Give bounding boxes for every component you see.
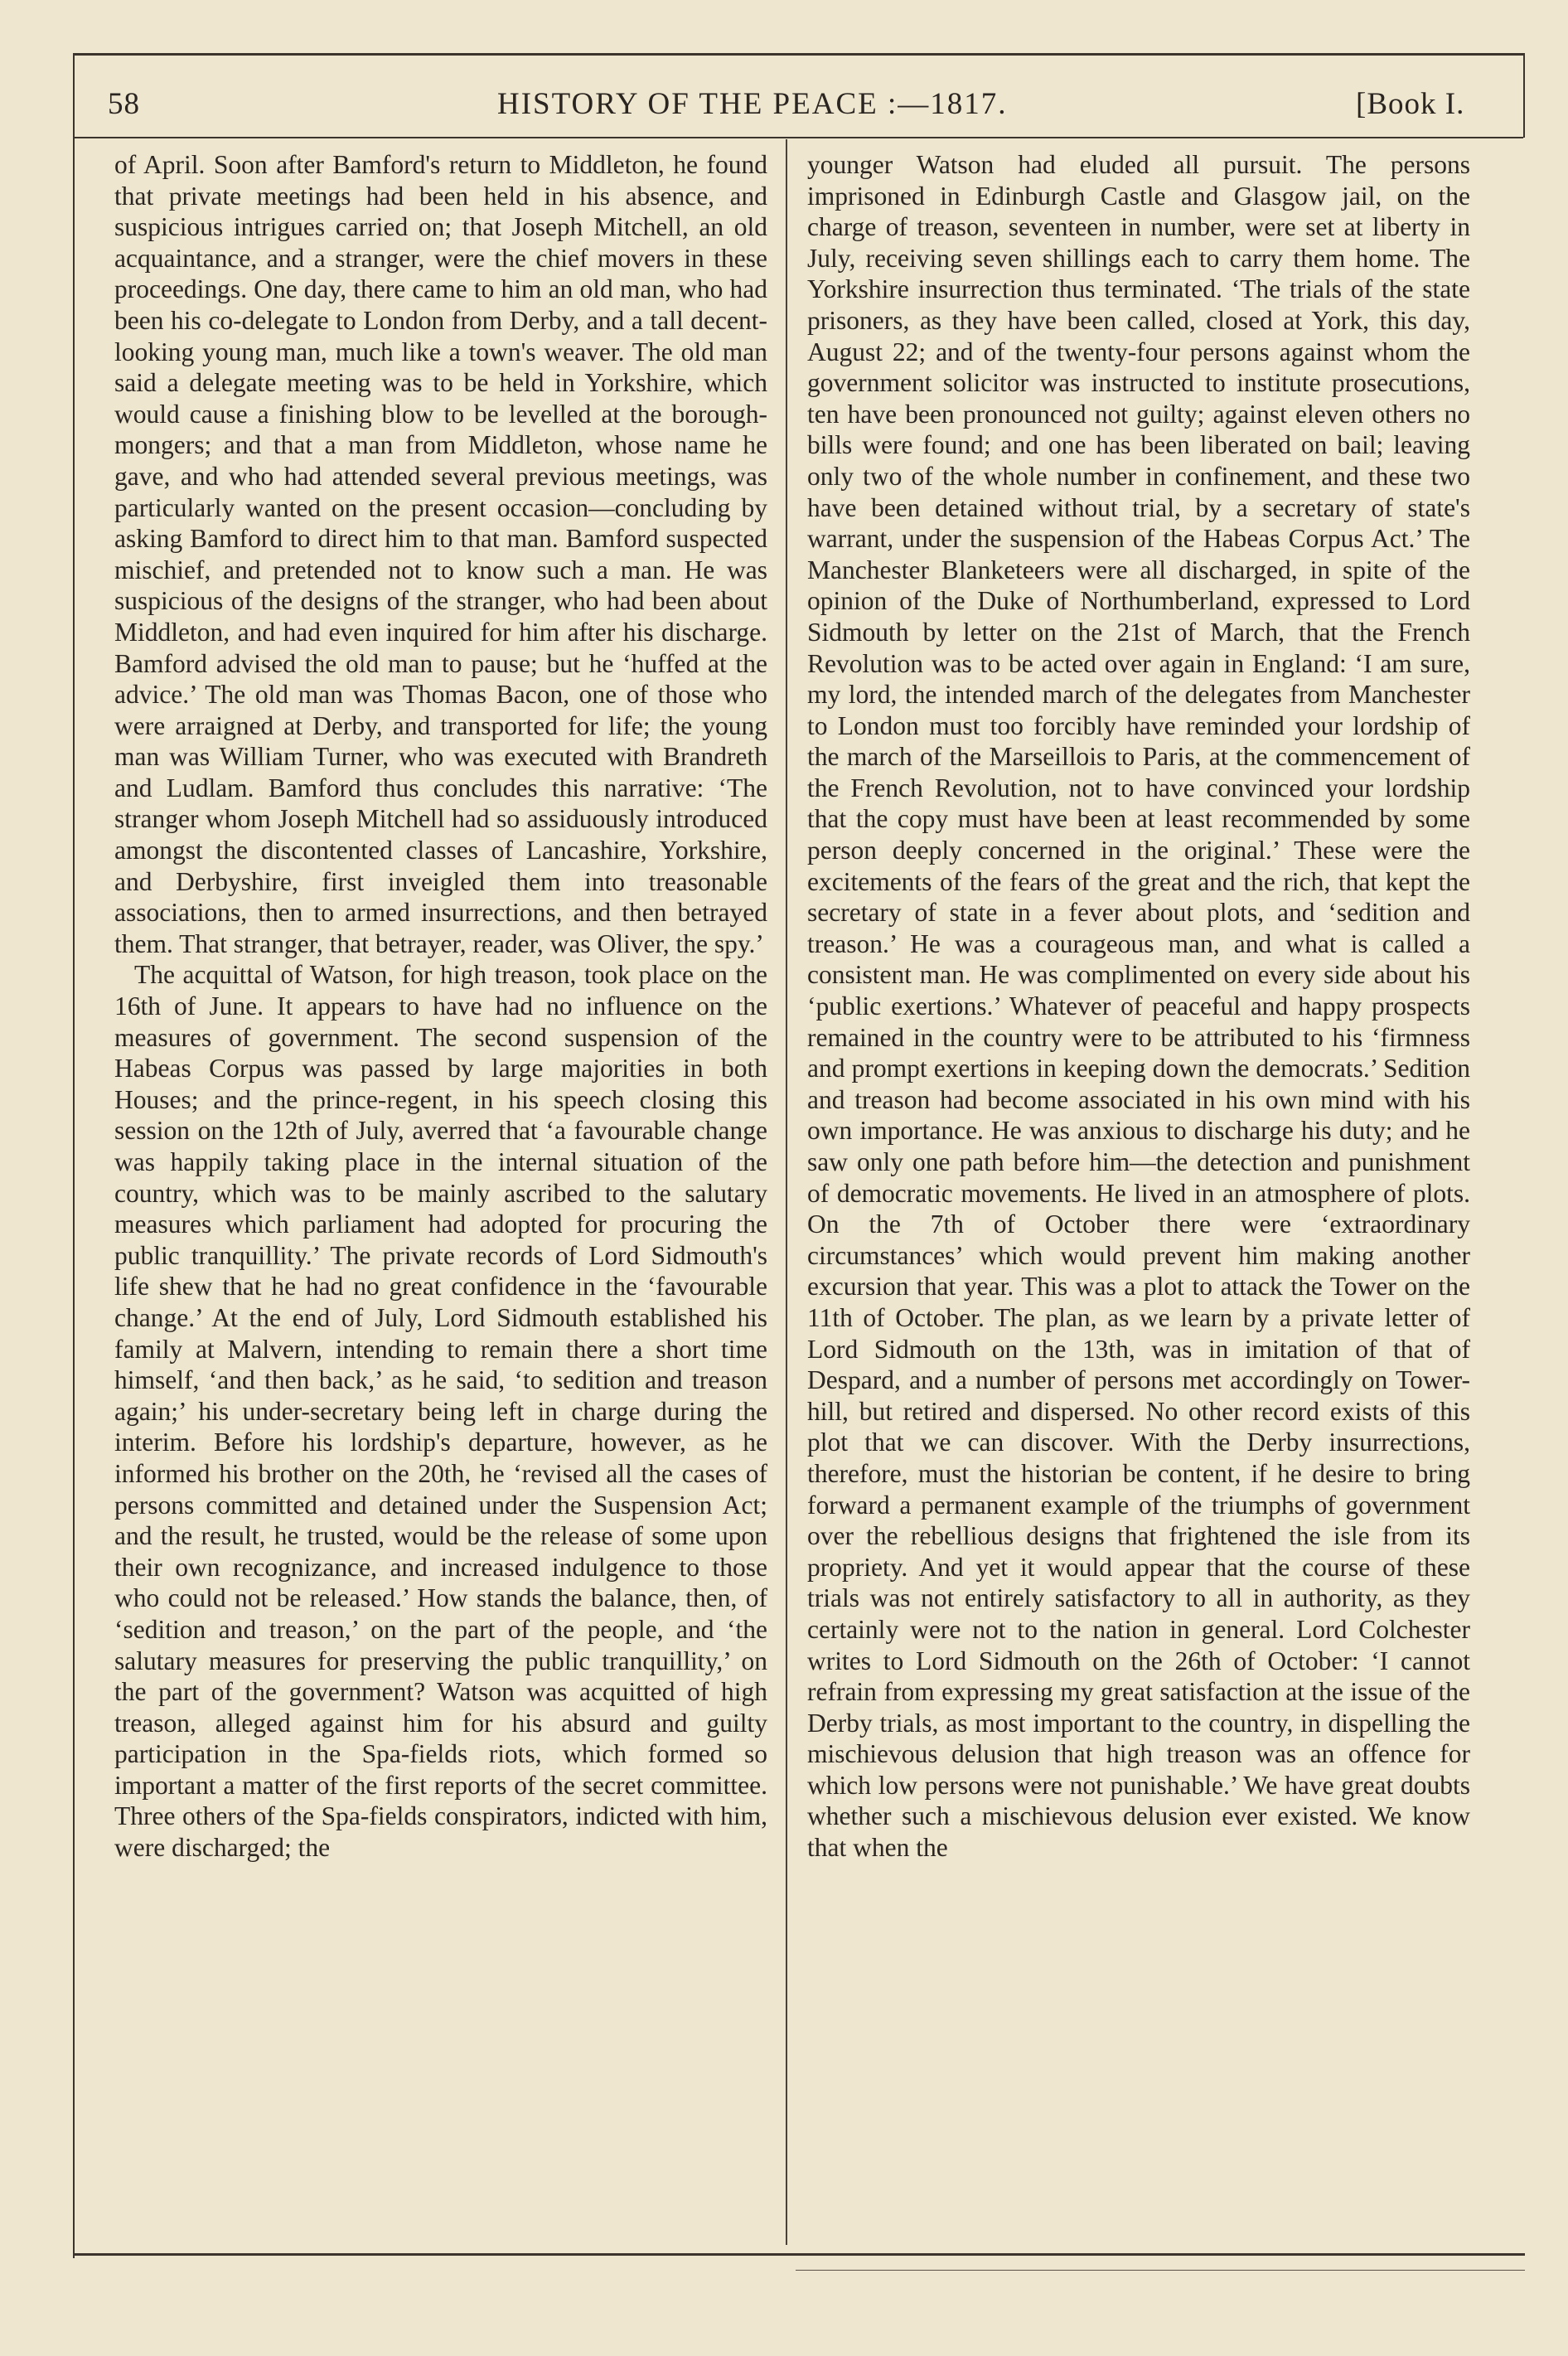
- left-paragraph-2: The acquittal of Watson, for high treason, took place on the 16th of June. It appears to have had no influence on the measures of government. The second suspension of the Habeas Corpus was passed by large majorities in both Houses; and the prince-regent, in his speech closing this session on the 12th of July, averred that ‘a favourable change was happily taking place in the internal situation of the country, which was to be mainly ascribed to the salutary measures which parliament had adopted for procuring the public tranquillity.’ The private records of Lord Sidmouth's life shew that he had no great confidence in the ‘favourable change.’ At the end of July, Lord Sidmouth established his family at Malvern, intending to remain there a short time himself, ‘and then back,’ as he said, ‘to sedition and treason again;’ his under-secretary being left in charge during the interim. Before his lordship's departure, however, as he informed his brother on the 20th, he ‘revised all the cases of persons committed and detained under the Suspension Act; and the result, he trusted, would be the release of some upon their own recognizance, and increased indulgence to those who could not be released.’ How stands the balance, then, of ‘sedition and treason,’ on the part of the people, and ‘the salutary measures for preserving the public tranquillity,’ on the part of the government? Watson was acquitted of high treason, alleged against him for his absurd and guilty participation in the Spa-fields riots, which formed so important a matter of the first reports of the secret committee. Three others of the Spa-fields conspirators, indicted with him, were discharged; the: [114, 960, 767, 1863]
- left-paragraph-1: of April. Soon after Bamford's return to Middleton, he found that private meetings had been held in his absence, and suspicious intrigues carried on; that Joseph Mitchell, an old acquaintance, and a stranger, were the chief movers in these proceedings. One day, there came to him an old man, who had been his co-delegate to London from Derby, and a tall decent-looking young man, much like a town's weaver. The old man said a delegate meeting was to be held in Yorkshire, which would cause a finishing blow to be levelled at the borough-mongers; and that a man from Middleton, whose name he gave, and who had attended several previous meetings, was particularly wanted on the present occasion—concluding by asking Bamford to direct him to that man. Bamford suspected mischief, and pretended not to know such a man. He was suspicious of the designs of the stranger, who had been about Middleton, and had even inquired for him after his discharge. Bamford advised the old man to pause; but he ‘huffed at the advice.’ The old man was Thomas Bacon, one of those who were arraigned at Derby, and transported for life; the young man was William Turner, who was executed with Brandreth and Ludlam. Bamford thus concludes this narrative: ‘The stranger whom Joseph Mitchell had so assiduously introduced amongst the discontented classes of Lancashire, Yorkshire, and Derbyshire, first inveigled them into treasonable associations, then to armed insurrections, and then betrayed them. That stranger, that betrayer, reader, was Oliver, the spy.’: [114, 150, 767, 958]
- column-divider: [786, 139, 787, 2245]
- page-frame-left-rule: [73, 53, 75, 2258]
- right-paragraph-1: younger Watson had eluded all pursuit. The persons imprisoned in Edinburgh Castle and Glasgow jail, on the charge of treason, seventeen in number, were set at liberty in July, receiving seven shillings each to carry them home. The Yorkshire insurrection thus terminated. ‘The trials of the state prisoners, as they have been called, closed at York, this day, August 22; and of the twenty-four persons against whom the government solicitor was instructed to institute prosecutions, ten have been pronounced not guilty; against eleven others no bills were found; and one has been liberated on bail; leaving only two of the whole number in confinement, and these two have been detained without trial, by a secretary of state's warrant, under the suspension of the Habeas Corpus Act.’ The Manchester Blanketeers were all discharged, in spite of the opinion of the Duke of Northumberland, expressed to Lord Sidmouth by letter on the 21st of March, that the French Revolution was to be acted over again in England: ‘I am sure, my lord, the intended march of the delegates from Manchester to London must too forcibly have reminded your lordship of the march of the Marseillois to Paris, at the commencement of the French Revolution, not to have convinced your lordship that the copy must have been at least recommended by some person deeply concerned in the original.’ These were the excitements of the fears of the great and the rich, that kept the secretary of state in a fever about plots, and ‘sedition and treason.’ He was a courageous man, and what is called a consistent man. He was complimented on every side about his ‘public exertions.’ Whatever of peaceful and happy prospects remained in the country were to be attributed to his ‘firmness and prompt exertions in keeping down the democrats.’ Sedition and treason had become associated in his own mind with his own importance. He was anxious to discharge his duty; and he saw only one path before him—the detection and punishment of democratic movements. He lived in an atmosphere of plots. On the 7th of October there were ‘extraordinary circumstances’ which would prevent him making another excursion that year. This was a plot to attack the Tower on the 11th of October. The plan, as we learn by a private letter of Lord Sidmouth on the 13th, was in imitation of that of Despard, and a number of persons met accordingly on Tower-hill, but retired and dispersed. No other record exists of this plot that we can discover. With the Derby insurrections, therefore, must the historian be content, if he desire to bring forward a permanent example of the triumphs of government over the rebellious designs that frightened the isle from its propriety. And yet it would appear that the course of these trials was not entirely satisfactory to all in authority, as they certainly were not to the nation in general. Lord Colchester writes to Lord Sidmouth on the 26th of October: ‘I cannot refrain from expressing my great satisfaction at the issue of the Derby trials, as most important to the country, in dispelling the mischievous delusion that high treason was an offence for which low persons were not punishable.’ We have great doubts whether such a mischievous delusion ever existed. We know that when the: [807, 150, 1470, 1863]
- right-column: [807, 149, 1470, 1864]
- running-title: HISTORY OF THE PEACE :—1817.: [497, 87, 1008, 121]
- header-rule: [73, 137, 1523, 138]
- page-frame-right-rule: [1523, 53, 1525, 138]
- bottom-rule-secondary: [796, 2270, 1525, 2271]
- page-frame-top-rule: [73, 53, 1525, 56]
- book-label: [Book I.: [1356, 87, 1465, 121]
- bottom-rule: [73, 2253, 1525, 2256]
- page-number: 58: [108, 87, 140, 121]
- left-column: [114, 149, 767, 1864]
